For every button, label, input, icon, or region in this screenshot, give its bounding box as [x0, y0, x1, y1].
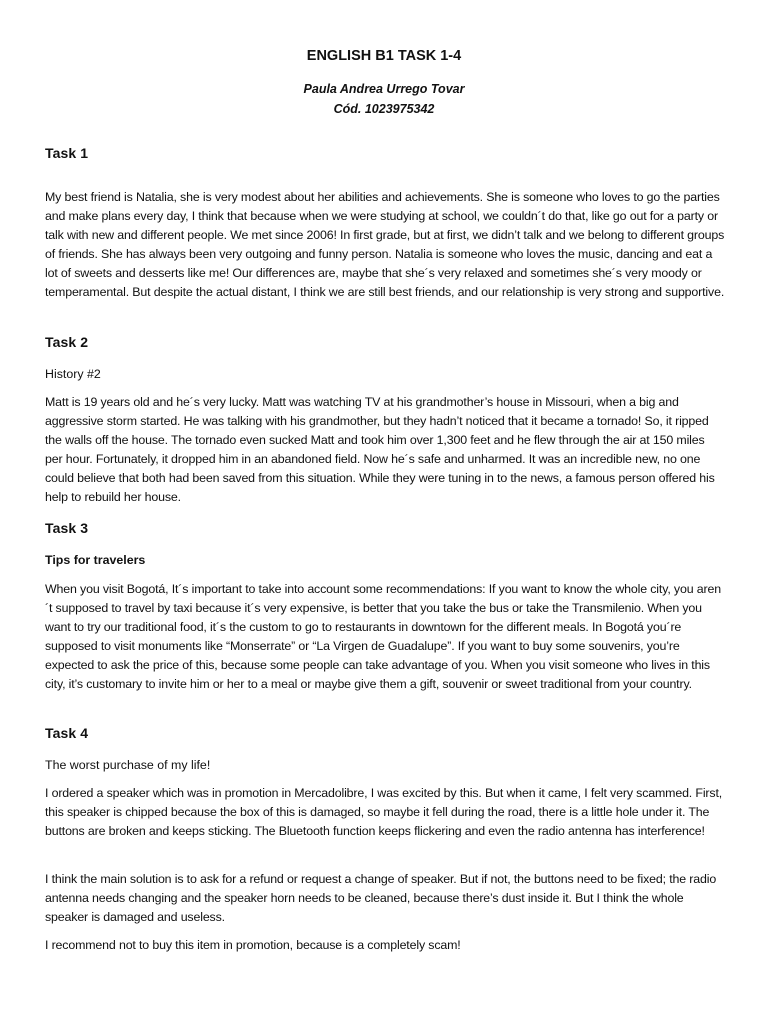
student-code: Cód. 1023975342: [333, 102, 435, 116]
task3-body: [45, 580, 725, 694]
task4-subtitle-block: [45, 756, 725, 775]
task3-subtitle-block: [45, 551, 725, 570]
document-title: ENGLISH B1 TASK 1-4: [306, 48, 462, 64]
task2-subtitle: History #2: [45, 367, 101, 381]
task4-body-1: [45, 784, 725, 841]
task2-body: [45, 393, 725, 507]
task4-heading: Task 4: [45, 725, 89, 741]
task4-subtitle: The worst purchase of my life!: [45, 758, 211, 772]
task1-paragraph: My best friend is Natalia, she is very modest about her abilities and achievements. She is someone who loves to go the parties and make plans every day, I think that because when we were studying at school, we couldn´t do that, like go out for a party or talk with new and different people. We met since 2006! In first grade, but at first, we didn’t talk and we belong to different groups of friends. She has always been very outgoing and funny person. Natalia is someone who loves the music, dancing and eat a lot of sweets and desserts like me! Our differences are, maybe that she´s very relaxed and sometimes she´s very moody or temperamental. But despite the actual distant, I think we are still best friends, and our relationship is very strong and supportive.: [45, 190, 725, 299]
author-name: Paula Andrea Urrego Tovar: [303, 82, 465, 96]
task2-paragraph: Matt is 19 years old and he´s very lucky. Matt was watching TV at his grandmother’s house in Missouri, when a big and aggressive storm started. He was talking with his grandmother, but they hadn’t noticed that it became a tornado! So, it ripped the walls off the house. The tornado even sucked Matt and took him over 1,300 feet and he flew through the air at 150 miles per hour. Fortunately, it dropped him in an abandoned field. Now he´s safe and unharmed. It was an incredible new, no one could believe that both had been saved from this situation. While they were tuning in to the news, a famous person offered his help to rebuild her house.: [45, 395, 715, 504]
task3-subtitle: Tips for travelers: [45, 553, 146, 567]
task2-subtitle-block: [45, 365, 725, 384]
task2-heading: Task 2: [45, 334, 89, 350]
task4-paragraph-1: I ordered a speaker which was in promotion in Mercadolibre, I was excited by this. But when it came, I felt very scammed. First, this speaker is chipped because the box of this is damaged, so maybe it fell during the road, there is a little hole under it. The buttons are broken and keeps sticking. The Bluetooth function keeps flickering and even the radio antenna has interference!: [45, 786, 723, 838]
task3-heading: Task 3: [45, 520, 89, 536]
task2-section: [45, 334, 725, 350]
task4-body-3: [45, 936, 725, 955]
task4-body-2: [45, 870, 725, 927]
task1-heading: Task 1: [45, 145, 89, 161]
task4-paragraph-3: I recommend not to buy this item in promotion, because is a completely scam!: [45, 938, 461, 952]
task4-paragraph-2: I think the main solution is to ask for a refund or request a change of speaker. But if not, the buttons need to be fixed; the radio antenna needs changing and the speaker horn needs to be cleaned, because there’s dust inside it. But I think the whole speaker is damaged and useless.: [45, 872, 717, 924]
task3-paragraph: When you visit Bogotá, It´s important to take into account some recommendations: If you want to know the whole city, you aren´t supposed to travel by taxi because it´s very expensive, is better that you take the bus or take the Transmilenio. When you want to try our traditional food, it´s the custom to go to restaurants in downtown for the different meals. In Bogotá you´re supposed to visit monuments like “Monserrate” or “La Virgen de Guadalupe”. If you want to buy some souvenirs, you’re expected to ask the price of this, because some people can take advantage of you. When you visit someone who lives in this city, it’s customary to invite him or her to a meal or maybe give them a gift, souvenir or sweet traditional from your country.: [45, 582, 721, 691]
task3-section: [45, 520, 725, 536]
task1-body: [45, 188, 725, 302]
task1-section: [45, 145, 725, 161]
task4-section: [45, 725, 725, 741]
